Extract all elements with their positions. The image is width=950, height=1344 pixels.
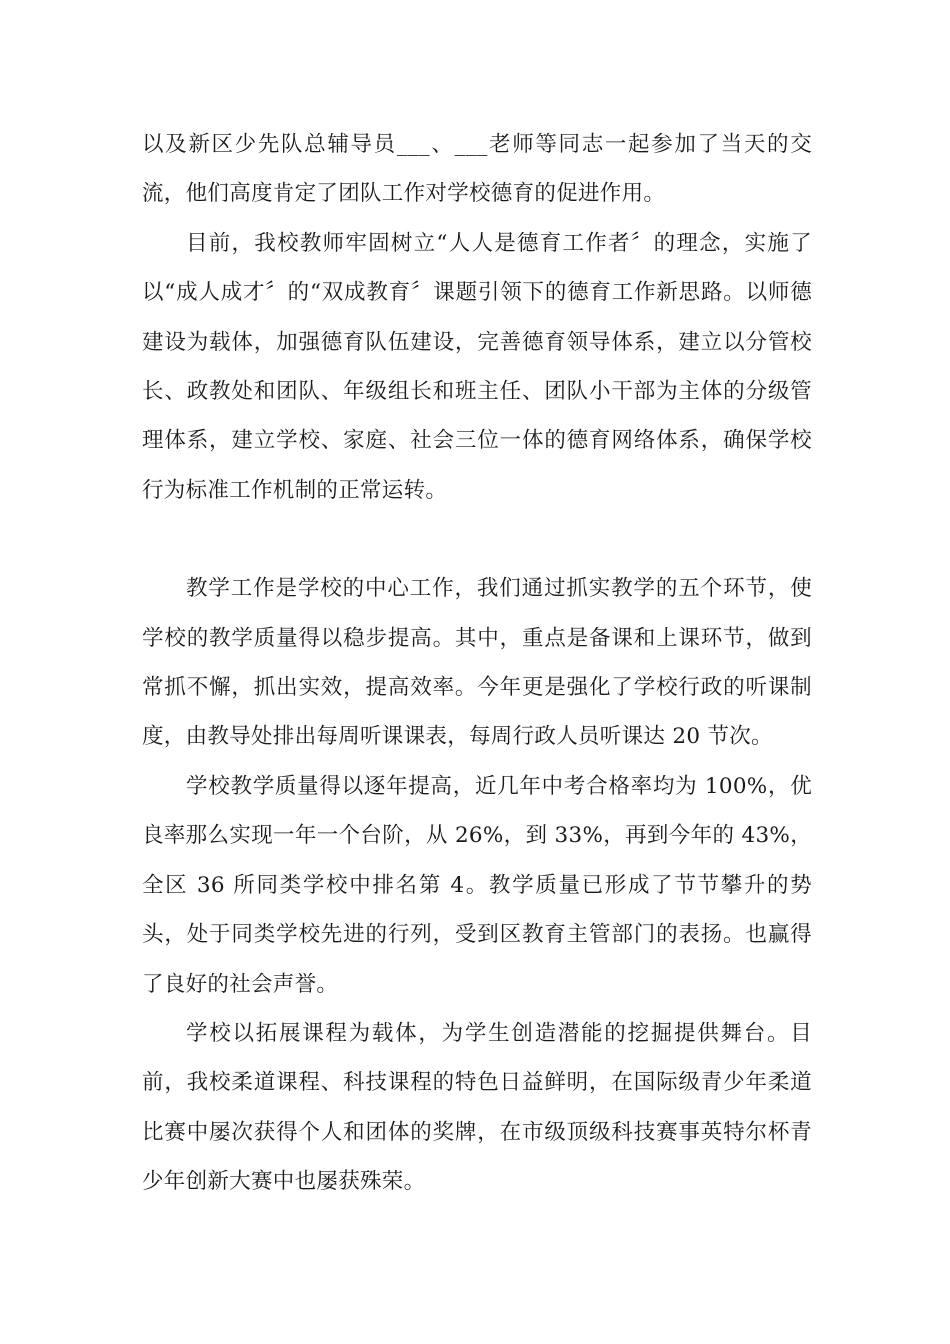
section-spacer (142, 515, 812, 564)
paragraph-2: 目前，我校教师牢固树立“人人是德育工作者〞的理念，实施了以“成人成才〞的“双成教育〞课题引领下的德育工作新思路。以师德建设为载体，加强德育队伍建设，完善德育领导体系，建立以分管校长、政教处和团队、年级组长和班主任、团队小干部为主体的分级管理体系，建立学校、家庭、社会三位一体的德育网络体系，确保学校行为标准工作机制的正常运转。 (142, 230, 812, 503)
paragraph-1: 以及新区少先队总辅导员___、___老师等同志一起参加了当天的交流，他们高度肯定了团队工作对学校德育的促进作用。 (142, 132, 812, 207)
paragraph-5: 学校以拓展课程为载体，为学生创造潜能的挖掘提供舞台。目前，我校柔道课程、科技课程的特色日益鲜明，在国际级青少年柔道比赛中屡次获得个人和团体的奖牌，在市级顶级科技赛事英特尔杯青少年创新大赛中也屡获殊荣。 (142, 1020, 812, 1195)
document-body (142, 120, 812, 1207)
paragraph-3: 教学工作是学校的中心工作，我们通过抓实教学的五个环节，使学校的教学质量得以稳步提高。其中，重点是备课和上课环节，做到常抓不懈，抓出实效，提高效率。今年更是强化了学校行政的听课制度，由教导处排出每周听课课表，每周行政人员听课达 20 节次。 (142, 576, 812, 750)
paragraph-4: 学校教学质量得以逐年提高，近几年中考合格率均为 100%，优良率那么实现一年一个台阶，从 26%，到 33%，再到今年的 43%，全区 36 所同类学校中排名第 4。教学质量已形成了节节攀升的势头，处于同类学校先进的行列，受到区教育主管部门的表扬。也赢得了良好的社会声誉。 (142, 773, 812, 997)
